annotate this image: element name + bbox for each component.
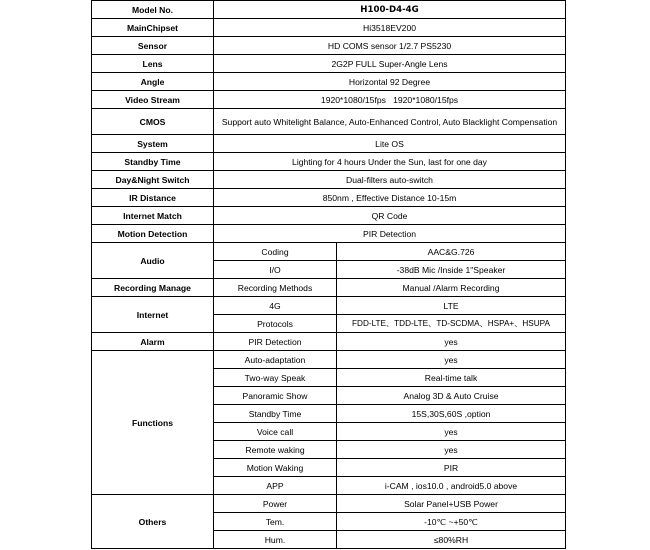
- row-value: FDD-LTE、TDD-LTE、TD-SCDMA、HSPA+、HSUPA: [337, 315, 566, 333]
- table-row: [92, 495, 566, 513]
- row-value: QR Code: [214, 207, 566, 225]
- row-label: Model No.: [92, 1, 214, 19]
- table-row: [92, 333, 566, 351]
- row-label: MainChipset: [92, 19, 214, 37]
- row-value: 850nm , Effective Distance 10-15m: [214, 189, 566, 207]
- row-value: yes: [337, 333, 566, 351]
- table-row: [92, 91, 566, 109]
- table-row: [92, 279, 566, 297]
- row-value: Real-time talk: [337, 369, 566, 387]
- row-value: -38dB Mic /Inside 1"Speaker: [337, 261, 566, 279]
- table-row: [92, 37, 566, 55]
- row-value: yes: [337, 423, 566, 441]
- sub-label: Tem.: [214, 513, 337, 531]
- sub-label: PIR Detection: [214, 333, 337, 351]
- sub-label: I/O: [214, 261, 337, 279]
- table-row: [92, 19, 566, 37]
- row-value: i-CAM , ios10.0 , android5.0 above: [337, 477, 566, 495]
- sub-label: Remote waking: [214, 441, 337, 459]
- sub-label: 4G: [214, 297, 337, 315]
- row-value: ≤80%RH: [337, 531, 566, 549]
- row-label: IR Distance: [92, 189, 214, 207]
- table-row: [92, 189, 566, 207]
- table-row: [92, 153, 566, 171]
- sub-label: Coding: [214, 243, 337, 261]
- row-value: yes: [337, 351, 566, 369]
- table-row: [92, 297, 566, 315]
- sub-label: Two-way Speak: [214, 369, 337, 387]
- row-value: AAC&G.726: [337, 243, 566, 261]
- group-label-alarm: Alarm: [92, 333, 214, 351]
- row-value: Lite OS: [214, 135, 566, 153]
- row-value: yes: [337, 441, 566, 459]
- row-value: Manual /Alarm Recording: [337, 279, 566, 297]
- table-row: [92, 207, 566, 225]
- sub-label: Recording Methods: [214, 279, 337, 297]
- table-row: [92, 109, 566, 135]
- row-label: Standby Time: [92, 153, 214, 171]
- row-label: Lens: [92, 55, 214, 73]
- sub-label: Hum.: [214, 531, 337, 549]
- row-value: 1920*1080/15fps 1920*1080/15fps: [214, 91, 566, 109]
- row-label: System: [92, 135, 214, 153]
- table-row: [92, 225, 566, 243]
- group-label-others: Others: [92, 495, 214, 549]
- row-value: HD COMS sensor 1/2.7 PS5230: [214, 37, 566, 55]
- model-number: H100-D4-4G: [214, 1, 566, 19]
- row-value: 2G2P FULL Super-Angle Lens: [214, 55, 566, 73]
- row-value: PIR: [337, 459, 566, 477]
- row-value: Analog 3D & Auto Cruise: [337, 387, 566, 405]
- table-row: [92, 55, 566, 73]
- row-label: CMOS: [92, 109, 214, 135]
- row-value: Horizontal 92 Degree: [214, 73, 566, 91]
- table-row: [92, 73, 566, 91]
- row-value: Solar Panel+USB Power: [337, 495, 566, 513]
- row-value: -10℃ ~+50℃: [337, 513, 566, 531]
- sub-label: Power: [214, 495, 337, 513]
- group-label-functions: Functions: [92, 351, 214, 495]
- sub-label: Voice call: [214, 423, 337, 441]
- row-label: Motion Detection: [92, 225, 214, 243]
- table-row: [92, 171, 566, 189]
- group-label-internet: Internet: [92, 297, 214, 333]
- table-row: [92, 135, 566, 153]
- row-label: Angle: [92, 73, 214, 91]
- sub-label: Panoramic Show: [214, 387, 337, 405]
- table-row: [92, 351, 566, 369]
- group-label-audio: Audio: [92, 243, 214, 279]
- sub-label: APP: [214, 477, 337, 495]
- row-value: Support auto Whitelight Balance, Auto-Enhanced Control, Auto Blacklight Compensation: [214, 109, 566, 135]
- sub-label: Motion Waking: [214, 459, 337, 477]
- row-value: PIR Detection: [214, 225, 566, 243]
- spec-table: [91, 0, 566, 549]
- row-label: Sensor: [92, 37, 214, 55]
- row-label: Internet Match: [92, 207, 214, 225]
- row-value: Lighting for 4 hours Under the Sun, last for one day: [214, 153, 566, 171]
- row-value: LTE: [337, 297, 566, 315]
- sub-label: Standby Time: [214, 405, 337, 423]
- table-row: [92, 1, 566, 19]
- row-label: Day&Night Switch: [92, 171, 214, 189]
- group-label-recording: Recording Manage: [92, 279, 214, 297]
- sub-label: Auto-adaptation: [214, 351, 337, 369]
- row-label: Video Stream: [92, 91, 214, 109]
- sub-label: Protocols: [214, 315, 337, 333]
- row-value: Hi3518EV200: [214, 19, 566, 37]
- row-value: Dual-filters auto-switch: [214, 171, 566, 189]
- table-row: [92, 243, 566, 261]
- row-value: 15S,30S,60S ,option: [337, 405, 566, 423]
